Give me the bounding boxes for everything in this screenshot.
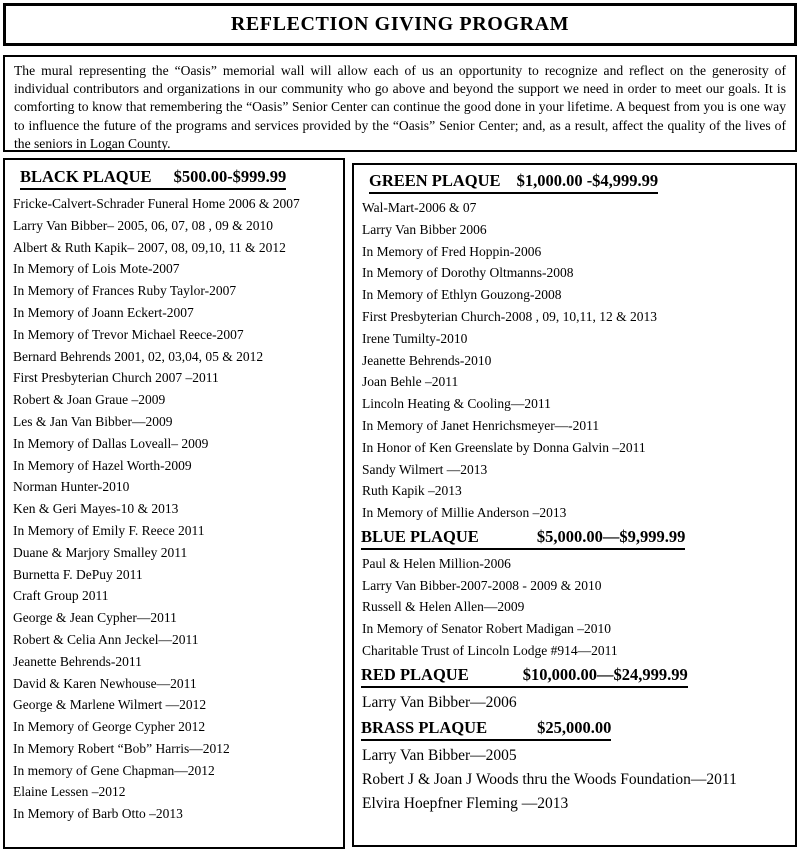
section-green-plaque — [360, 168, 789, 524]
list-item: Jeanette Behrends-2011 — [13, 653, 142, 669]
list-item: In Memory of Ethlyn Gouzong-2008 — [362, 287, 562, 303]
heading-gap — [479, 541, 537, 542]
list-item: In memory of Gene Chapman—2012 — [13, 762, 215, 778]
list-item: Elvira Hoepfner Fleming —2013 — [362, 794, 569, 812]
section-black-range: $500.00-$999.99 — [173, 167, 287, 186]
list-item: Larry Van Bibber—2006 — [362, 693, 517, 711]
list-item: Jeanette Behrends-2010 — [362, 352, 492, 368]
section-heading-brass-underline — [361, 719, 611, 741]
list-item: Robert J & Joan J Woods thru the Woods Foundation—2011 — [362, 770, 737, 788]
list-item: In Memory of Joann Eckert-2007 — [13, 304, 194, 320]
list-item: First Presbyterian Church 2007 –2011 — [13, 370, 219, 386]
list-item: George & Jean Cypher—2011 — [13, 610, 177, 626]
list-item: First Presbyterian Church-2008 , 09, 10,11, 12 & 2013 — [362, 308, 657, 324]
list-item: Duane & Marjory Smalley 2011 — [13, 544, 188, 560]
list-item: Les & Jan Van Bibber—2009 — [13, 413, 173, 429]
section-black-list — [11, 193, 339, 825]
list-item: In Memory of George Cypher 2012 — [13, 719, 206, 735]
list-item: Robert & Celia Ann Jeckel—2011 — [13, 631, 199, 647]
list-item: Russell & Helen Allen—2009 — [362, 599, 525, 615]
section-green-name: GREEN PLAQUE — [369, 171, 501, 190]
list-item: Larry Van Bibber-2007-2008 - 2009 & 2010 — [362, 577, 602, 593]
section-brass-range: $25,000.00 — [537, 717, 612, 737]
heading-gap — [152, 181, 174, 182]
list-item: Irene Tumilty-2010 — [362, 330, 468, 346]
list-item: In Memory of Fred Hoppin-2006 — [362, 243, 542, 259]
section-blue-plaque — [360, 524, 789, 662]
list-item: Norman Hunter-2010 — [13, 479, 130, 495]
section-heading-red-underline — [361, 666, 688, 688]
list-item: Albert & Ruth Kapik– 2007, 08, 09,10, 11 & 2012 — [13, 239, 286, 255]
list-item: Joan Behle –2011 — [362, 374, 459, 390]
section-red-plaque — [360, 662, 789, 715]
section-blue-name: BLUE PLAQUE — [361, 526, 479, 546]
list-item: Robert & Joan Graue –2009 — [13, 392, 166, 408]
list-item: Fricke-Calvert-Schrader Funeral Home 2006 & 2007 — [13, 195, 300, 211]
section-brass-name: BRASS PLAQUE — [361, 717, 488, 737]
heading-gap — [469, 679, 523, 680]
section-heading-black-underline — [20, 168, 286, 190]
list-item: In Memory of Janet Henrichsmeyer—-2011 — [362, 417, 600, 433]
section-red-list — [360, 691, 789, 715]
list-item: Ken & Geri Mayes-10 & 2013 — [13, 501, 179, 517]
list-item: Larry Van Bibber—2005 — [362, 746, 517, 764]
heading-gap — [501, 185, 517, 186]
list-item: In Honor of Ken Greenslate by Donna Galvin –2011 — [362, 439, 646, 455]
list-item: Wal-Mart-2006 & 07 — [362, 199, 477, 215]
list-item: Lincoln Heating & Cooling—2011 — [362, 396, 551, 412]
section-black-name: BLACK PLAQUE — [20, 167, 152, 186]
section-green-list — [360, 197, 789, 524]
list-item: George & Marlene Wilmert —2012 — [13, 697, 207, 713]
list-item: In Memory of Emily F. Reece 2011 — [13, 522, 205, 538]
section-brass-list — [360, 744, 789, 816]
list-item: In Memory of Senator Robert Madigan –2010 — [362, 621, 611, 637]
left-column — [3, 158, 345, 849]
list-item: Elaine Lessen –2012 — [13, 784, 126, 800]
section-blue-list — [360, 553, 789, 662]
section-heading-brass — [360, 715, 789, 744]
list-item: In Memory of Barb Otto –2013 — [13, 806, 183, 822]
section-heading-green — [360, 168, 789, 197]
section-blue-range: $5,000.00—$9,999.99 — [536, 526, 686, 546]
list-item: Ruth Kapik –2013 — [362, 483, 462, 499]
list-item: In Memory Robert “Bob” Harris—2012 — [13, 740, 230, 756]
list-item: Larry Van Bibber 2006 — [362, 221, 487, 237]
list-item: In Memory of Dallas Loveall– 2009 — [13, 435, 209, 451]
list-item: In Memory of Frances Ruby Taylor-2007 — [13, 283, 237, 299]
section-red-name: RED PLAQUE — [361, 664, 469, 684]
section-heading-black — [11, 164, 339, 193]
intro-paragraph: The mural representing the “Oasis” memorial wall will allow each of us an opportunity to recognize and reflect on the generosity of individual contributors and organizations in our community who go above and beyond the support we need in order to meet our goals. It is comforting to know that remembering the “Oasis” Senior Center can continue the good done in your lifetime. A bequest from you is one way to influence the future of the programs and services provided by the “Oasis” Senior Center; and, as a result, affect the quality of the lives of the seniors in Logan County. — [14, 63, 786, 151]
list-item: In Memory of Dorothy Oltmanns-2008 — [362, 265, 574, 281]
page-title: REFLECTION GIVING PROGRAM — [230, 13, 570, 35]
list-item: David & Karen Newhouse—2011 — [13, 675, 197, 691]
section-heading-red — [360, 662, 789, 691]
list-item: Craft Group 2011 — [13, 588, 109, 604]
list-item: Sandy Wilmert —2013 — [362, 461, 488, 477]
section-heading-green-underline — [369, 172, 658, 194]
list-item: Charitable Trust of Lincoln Lodge #914—2011 — [362, 643, 618, 659]
list-item: In Memory of Lois Mote-2007 — [13, 261, 180, 277]
section-heading-blue — [360, 524, 789, 553]
section-red-range: $10,000.00—$24,999.99 — [522, 664, 688, 684]
list-item: In Memory of Hazel Worth-2009 — [13, 457, 192, 473]
list-item: Bernard Behrends 2001, 02, 03,04, 05 & 2012 — [13, 348, 264, 364]
list-item: Paul & Helen Million-2006 — [362, 555, 511, 571]
list-item: In Memory of Millie Anderson –2013 — [362, 505, 567, 521]
intro-box — [3, 55, 797, 152]
section-heading-blue-underline — [361, 528, 685, 550]
list-item: In Memory of Trevor Michael Reece-2007 — [13, 326, 244, 342]
list-item: Burnetta F. DePuy 2011 — [13, 566, 143, 582]
heading-gap — [487, 732, 537, 733]
section-green-range: $1,000.00 -$4,999.99 — [516, 171, 659, 190]
title-box — [3, 3, 797, 46]
list-item: Larry Van Bibber– 2005, 06, 07, 08 , 09 & 2010 — [13, 217, 273, 233]
section-black-plaque — [11, 164, 339, 825]
right-column — [352, 163, 797, 847]
section-brass-plaque — [360, 715, 789, 816]
